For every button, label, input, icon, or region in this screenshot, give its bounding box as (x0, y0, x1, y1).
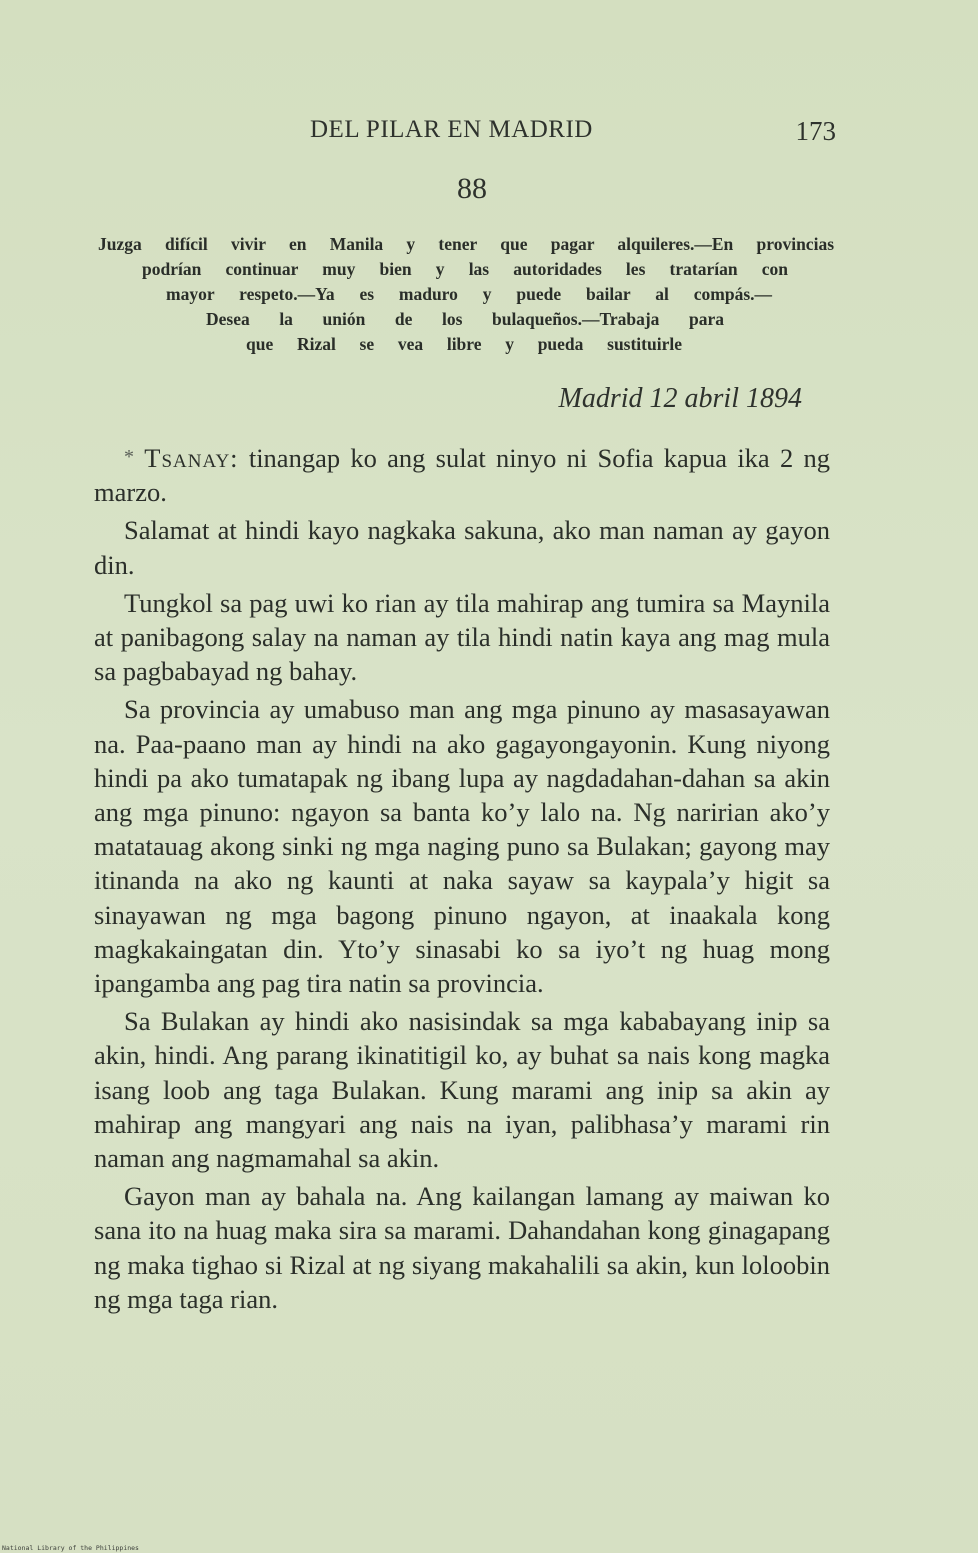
summary-line: Desea la unión de los bulaqueños.—Trabaja para (206, 309, 724, 329)
letter-body (94, 440, 830, 1320)
paragraph-text: tinangap ko ang sulat ninyo ni Sofia kapua ika 2 ng marzo. (94, 443, 830, 508)
summary-line: Juzga difícil vivir en Manila y tener que pagar alquileres.—En provincias (98, 234, 834, 254)
summary-line: que Rizal se vea libre y pueda sustituirle (246, 334, 682, 354)
paragraph: Tungkol sa pag uwi ko rian ay tila mahirap ang tumira sa Maynila at panibagong salay na naman ay tila hindi natin kaya ang mag mula sa pagbabayad ng bahay. (94, 587, 830, 687)
paragraph (94, 440, 830, 509)
running-head (96, 116, 836, 152)
summary-line: mayor respeto.—Ya es maduro y puede bailar al compás.— (166, 284, 772, 304)
paragraph: Sa provincia ay umabuso man ang mga pinuno ay masasayawan na. Paa-paano man ay hindi na ako gagayongayonin. Kung niyong hindi pa ako tumatapak ng ibang lupa ay nagdadahan-dahan sa akin ang mga pinuno: ngayon sa banta ko’y lalo na. Ng naririan ako’y matatauag akong sinki ng mga naging puno sa Bulakan; gayong may itinanda na ako ng kaunti at naka sayaw sa kaypala’y higit sa sinayawan ng mga bagong pinuno ngayon, at inaakala kong magkakaingatan din. Yto’y sinasabi ko sa iyo’t ng huag mong ipangamba ang pag tira natin sa provincia. (94, 694, 830, 999)
letter-number: 88 (457, 172, 487, 205)
page-number: 173 (795, 116, 836, 146)
library-credit: National Library of the Philippines (2, 1544, 139, 1552)
paragraph: Gayon man ay bahala na. Ang kailangan lamang ay maiwan ko sana ito na huag maka sira sa marami. Dahandahan kong ginagapang ng maka tighao si Rizal at ng siyang makahalili sa akin, kun loloobin ng mga taga rian. (94, 1181, 830, 1314)
summary-line: podrían continuar muy bien y las autoridades les tratarían con (142, 259, 788, 279)
salutation: Tsanay: (144, 443, 239, 473)
paragraph: Sa Bulakan ay hindi ako nasisindak sa mga kababayang inip sa akin, hindi. Ang parang ikinatitigil ko, ay buhat sa nais kong magka isang loob ang taga Bulakan. Kung marami ang inip sa akin ay mahirap ang mangyari ang nais na iyan, palibhasa’y marami rin naman ang nagmamahal sa akin. (94, 1006, 830, 1174)
running-title: DEL PILAR EN MADRID (310, 116, 593, 143)
letter-summary (98, 232, 834, 357)
footnote-mark: * (124, 446, 134, 468)
paragraph: Salamat at hindi kayo nagkaka sakuna, ako man naman ay gayon din. (94, 515, 830, 580)
dateline: Madrid 12 abril 1894 (558, 383, 802, 414)
